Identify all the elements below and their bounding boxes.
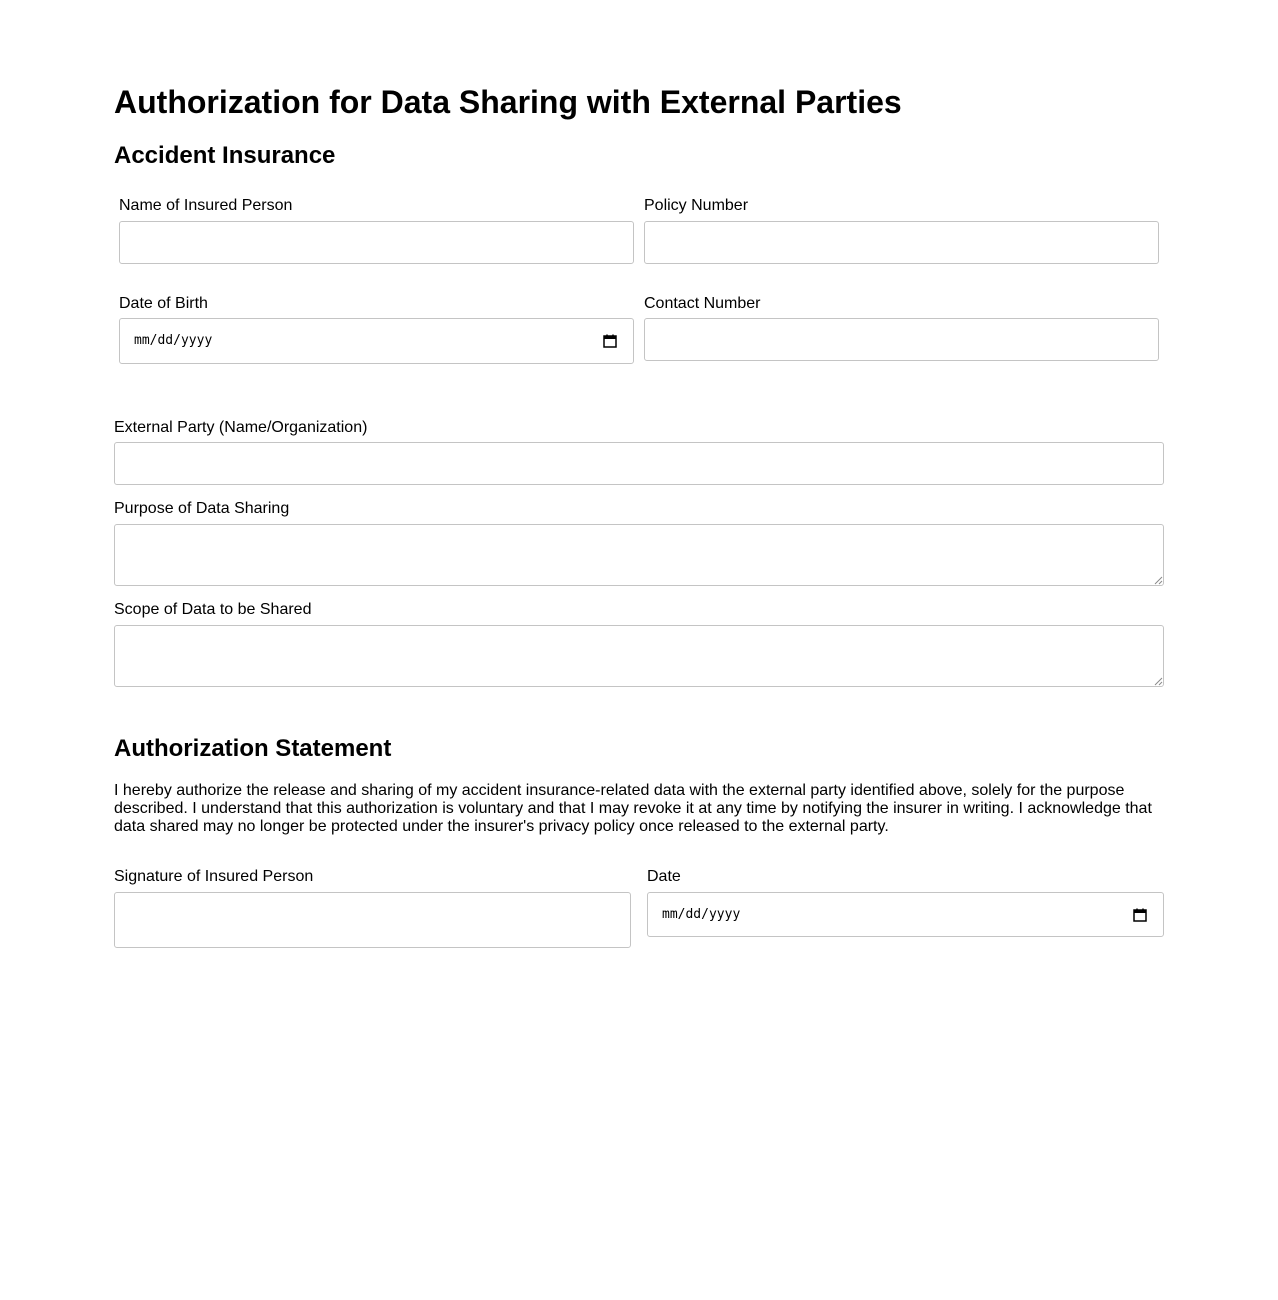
- insured-name-input[interactable]: [119, 221, 634, 264]
- policy-number-label: Policy Number: [644, 197, 749, 214]
- authorization-statement-text: I hereby authorize the release and sharing of my accident insurance-related data with the external party identified above, solely for the purpose described. I understand that this authorization is voluntary and that I may revoke it at any time by notifying the insurer in writing. I acknowledge that data shared may no longer be protected under the insurer's privacy policy once released to the external party.: [114, 782, 1152, 835]
- signature-date-label: Date: [647, 868, 681, 885]
- date-of-birth-placeholder: mm/dd/yyyy: [134, 333, 213, 348]
- date-of-birth-label: Date of Birth: [119, 295, 208, 312]
- signature-date-placeholder: mm/dd/yyyy: [662, 906, 741, 922]
- scope-textarea[interactable]: [114, 625, 1164, 687]
- scope-label: Scope of Data to be Shared: [114, 601, 312, 618]
- page-title: Authorization for Data Sharing with External Parties: [114, 84, 902, 120]
- policy-number-input[interactable]: [644, 221, 1159, 264]
- purpose-textarea[interactable]: [114, 524, 1164, 586]
- signature-date-input[interactable]: [647, 892, 1164, 937]
- calendar-icon[interactable]: [603, 334, 617, 348]
- external-party-label: External Party (Name/Organization): [114, 419, 368, 436]
- signature-label: Signature of Insured Person: [114, 868, 314, 885]
- contact-number-label: Contact Number: [644, 295, 761, 312]
- section-heading-accident-insurance: Accident Insurance: [114, 142, 336, 169]
- calendar-icon[interactable]: [1133, 908, 1147, 922]
- insured-name-label: Name of Insured Person: [119, 197, 293, 214]
- date-of-birth-input[interactable]: [119, 318, 634, 364]
- contact-number-input[interactable]: [644, 318, 1159, 361]
- external-party-input[interactable]: [114, 442, 1164, 485]
- signature-input[interactable]: [114, 892, 631, 948]
- section-heading-authorization-statement: Authorization Statement: [114, 735, 392, 762]
- purpose-label: Purpose of Data Sharing: [114, 500, 290, 517]
